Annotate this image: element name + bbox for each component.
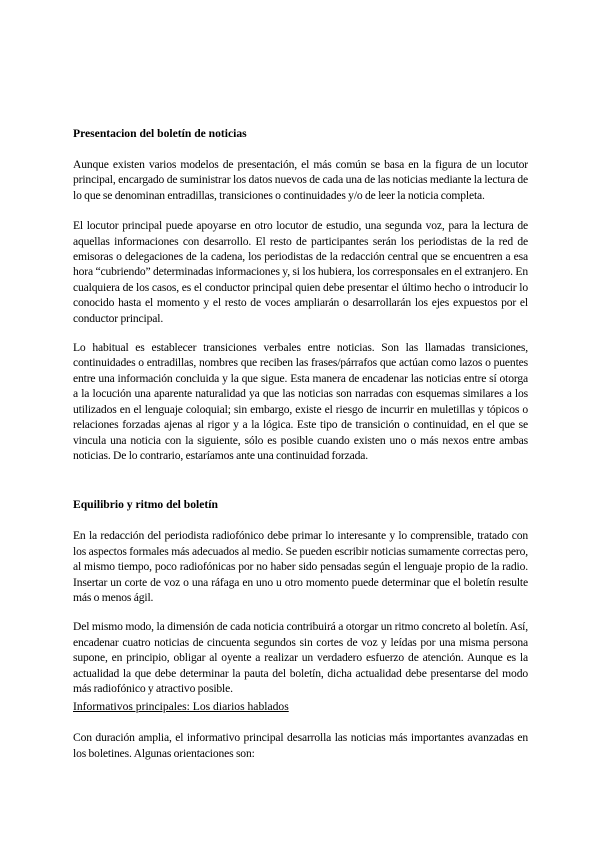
paragraph-3: Lo habitual es establecer transiciones verbales entre noticias. Son las llamadas transiciones, continuidades o entradillas, nombres que reciben las frases/párrafos que actúan como lazos o puentes entre una información concluida y la que sigue. Esta manera de encadenar las noticias entre sí otorga a la locución una aparente naturalidad ya que las noticias son narradas con esquemas similares a los utilizados en el lenguaje coloquial; sin embargo, existe el riesgo de incurrir en muletillas y tópicos o relaciones forzadas ajenas al rigor y a la lógica. Este tipo de transición o continuidad, en el que se vincula una noticia con la siguiente, sólo es posible cuando existen uno o más nexos entre ambas noticias. De lo contrario, estaríamos ante una continuidad forzada. bbox=[73, 341, 528, 462]
document-body bbox=[73, 126, 528, 761]
paragraph-6: Con duración amplia, el informativo principal desarrolla las noticias más importantes avanzadas en los boletines. Algunas orientaciones son: bbox=[73, 731, 528, 760]
section-heading-equilibrio: Equilibrio y ritmo del boletín bbox=[73, 498, 218, 512]
section-heading-presentacion: Presentacion del boletín de noticias bbox=[73, 127, 247, 140]
paragraph-1: Aunque existen varios modelos de presentación, el más común se basa en la figura de un locutor principal, encargado de suministrar los datos nuevos de cada una de las noticias mediante la lectura de lo que se denominan entradillas, transiciones o continuidades y/o de leer la noticia completa. bbox=[73, 158, 528, 202]
paragraph-4: En la redacción del periodista radiofónico debe primar lo interesante y lo comprensible, tratado con los aspectos formales más adecuados al medio. Se pueden escribir noticias sumamente correctas pero, al mismo tiempo, poco radiofónicas por no haber sido pensadas según el lenguaje propio de la radio. Insertar un corte de voz o una ráfaga en uno u otro momento puede determinar que el boletín resulte más o menos ágil. bbox=[73, 529, 528, 604]
paragraph-5: Del mismo modo, la dimensión de cada noticia contribuirá a otorgar un ritmo concreto al boletín. Así, encadenar cuatro noticias de cincuenta segundos sin cortes de voz y leídas por una misma persona supone, en principio, obligar al oyente a realizar un verdadero esfuerzo de atención. Aunque es la actualidad la que debe determinar la pauta del boletín, dicha actualidad debe presentarse del modo más radiofónico y atractivo posible. bbox=[73, 620, 528, 695]
paragraph-2: El locutor principal puede apoyarse en otro locutor de estudio, una segunda voz, para la lectura de aquellas informaciones con desarrollo. El resto de participantes serán los periodistas de la red de emisoras o delegaciones de la cadena, los periodistas de la redacción central que se encuentren a esa hora “cubriendo” determinadas informaciones y, si los hubiera, los corresponsales en el extranjero. En cualquiera de los casos, es el conductor principal quien debe presentar el último hecho o introducir lo conocido hasta el momento y el resto de voces ampliarán o desarrollarán los ejes expuestos por el conductor principal. bbox=[73, 219, 528, 325]
subheading-informativos: Informativos principales: Los diarios hablados bbox=[73, 700, 289, 714]
